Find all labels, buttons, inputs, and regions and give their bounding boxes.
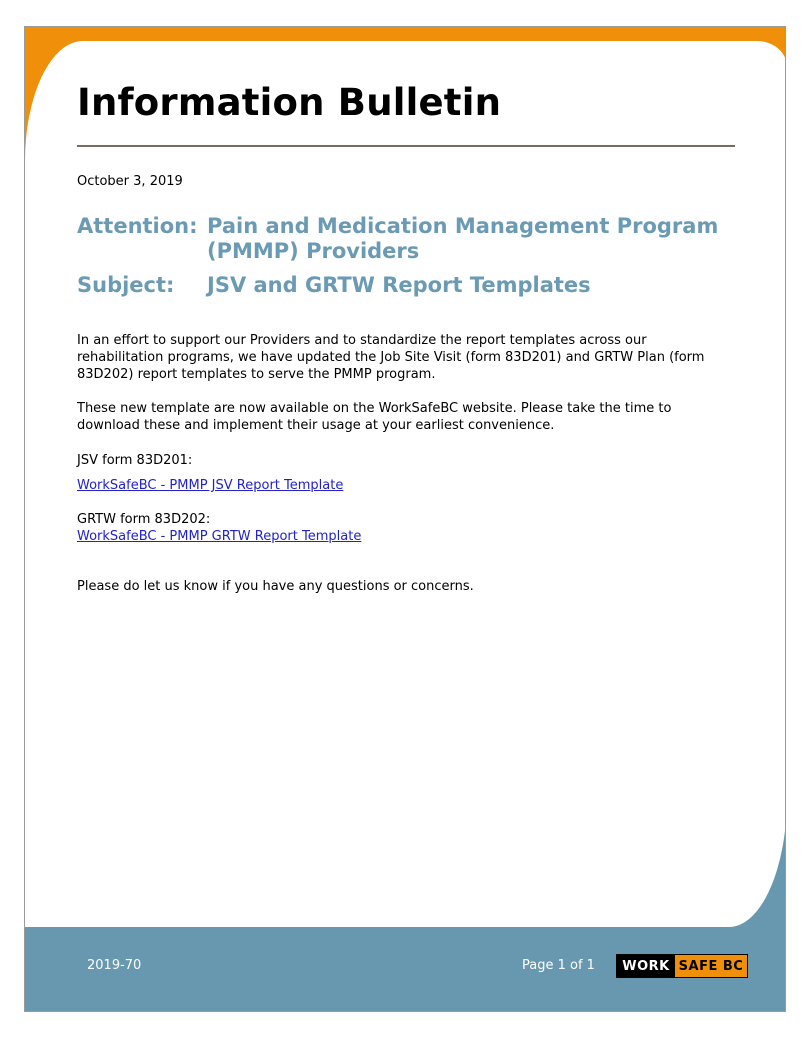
jsv-form-label: JSV form 83D201: (77, 453, 193, 468)
availability-paragraph: These new template are now available on the WorkSafeBC website. Please take the time to download these and implement their usage at your earliest convenience. (77, 401, 672, 433)
title-divider (77, 145, 735, 147)
page-title: Information Bulletin (77, 81, 502, 124)
subject-label: Subject: (77, 273, 175, 297)
logo-work-text: WORK (617, 955, 675, 977)
bulletin-page (24, 26, 786, 1012)
closing-paragraph: Please do let us know if you have any questions or concerns. (77, 579, 474, 594)
bulletin-number: 2019-70 (87, 958, 142, 973)
logo-safebc-text: SAFE BC (675, 955, 747, 977)
page-count: Page 1 of 1 (522, 958, 595, 973)
grtw-template-link[interactable]: WorkSafeBC - PMMP GRTW Report Template (77, 529, 362, 544)
worksafebc-logo (616, 954, 748, 978)
jsv-link-row (77, 477, 737, 494)
grtw-form-label: GRTW form 83D202: (77, 512, 211, 527)
jsv-template-link[interactable]: WorkSafeBC - PMMP JSV Report Template (77, 478, 344, 493)
intro-paragraph: In an effort to support our Providers and to standardize the report templates across our rehabilitation programs, we have updated the Job Site Visit (form 83D201) and GRTW Plan (form 83D202) report templates to serve the PMMP program. (77, 333, 705, 382)
attention-label: Attention: (77, 214, 198, 238)
subject-value: JSV and GRTW Report Templates (207, 273, 591, 297)
bulletin-date: October 3, 2019 (77, 174, 183, 189)
attention-value: Pain and Medication Management Program (PMMP) Providers (207, 214, 719, 263)
grtw-link-row (77, 528, 737, 545)
